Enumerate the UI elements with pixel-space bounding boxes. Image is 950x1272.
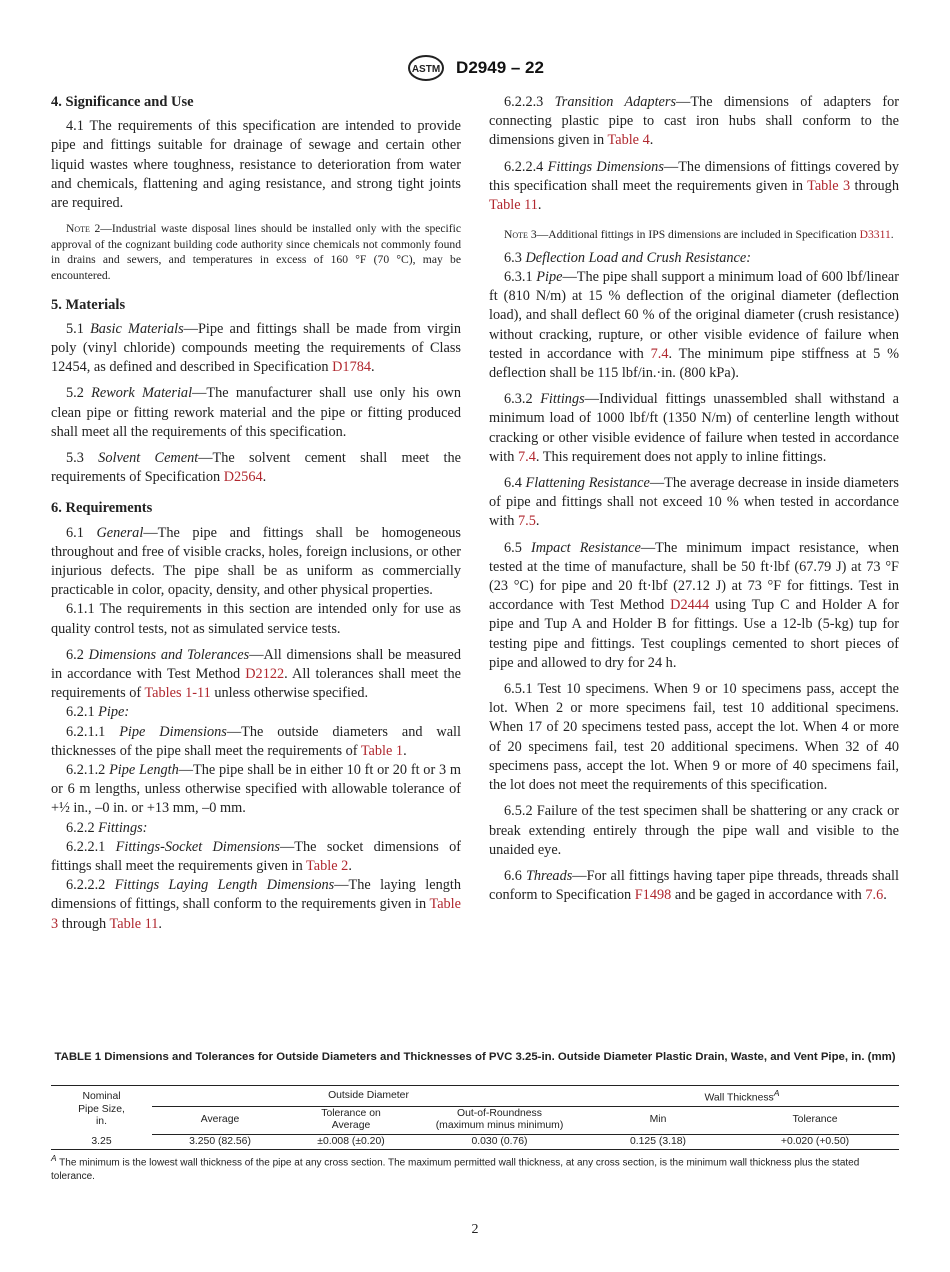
- table-header-nominal: Nominal Pipe Size, in.: [51, 1086, 152, 1135]
- link-table-3[interactable]: Table 3: [807, 177, 851, 194]
- link-7-6[interactable]: 7.6: [865, 887, 884, 904]
- table-1: [51, 1085, 899, 1150]
- link-7-4[interactable]: 7.4: [650, 345, 669, 362]
- para-6-2-1: 6.2.1 Pipe:: [66, 704, 130, 721]
- section-4-title: 4. Significance and Use: [51, 94, 194, 110]
- para-6-2-1-2: 6.2.1.2 Pipe Length—The pipe shall be in either 10 ft or 20 ft or 3 m or 6 m lengths, unless otherwise specified with allowable tolerance of +½ in., –0 in. or +13 mm, –0 mm.: [51, 762, 461, 817]
- document-designation: D2949 – 22: [456, 58, 544, 77]
- link-7-4[interactable]: 7.4: [518, 448, 536, 465]
- table-cell: 3.250 (82.56): [152, 1134, 288, 1150]
- para-6-3-2: 6.3.2 Fittings—Individual fittings unassembled shall withstand a minimum load of 1000 lbf/ft (1350 N/m) of centerline length without cracking or other visible evidence of failure when tested in accordance with 7.4. This requirement does not apply to inline fittings.: [489, 391, 899, 465]
- table-cell: 0.125 (3.18): [585, 1134, 731, 1150]
- link-table-2[interactable]: Table 2: [306, 858, 349, 875]
- link-tables-1-11[interactable]: Tables 1-11: [144, 685, 211, 702]
- para-6-1: 6.1 General—The pipe and fittings shall be homogeneous throughout and free of visible cracks, holes, foreign inclusions, or other injurious defects. The pipe shall be as uniform as commercially practicable in color, opacity, density, and other physical properties.: [51, 524, 461, 599]
- section-5-title: 5. Materials: [51, 296, 126, 313]
- link-table-4[interactable]: Table 4: [607, 132, 650, 149]
- astm-logo-icon: [406, 54, 446, 82]
- para-6-2: 6.2 Dimensions and Tolerances—All dimensions shall be measured in accordance with Test Method D2122. All tolerances shall meet the requirements of Tables 1-11 unless otherwise specified.: [51, 646, 462, 702]
- para-6-5: 6.5 Impact Resistance—The minimum impact resistance, when tested at the time of manufacture, shall be 50 ft·lbf (67.79 J) at 73 °F (23 °C) for pipe and 20 ft·lbf (27.12 J) at 73 °F for fittings. Test in accordance with Test Method D2444 using Tup C and Holder A for pipe and Tup A and Holder B for fittings. Use a 12-lb (5-kg) tup for testing pipe and fittings. Test couplings cemented to short pieces of pipe and allowed to dry for 24 h.: [489, 539, 900, 671]
- link-table-11[interactable]: Table 11: [109, 915, 159, 932]
- table-header-min: Min: [585, 1106, 731, 1134]
- para-6-2-2-2: 6.2.2.2 Fittings Laying Length Dimensions—The laying length dimensions of fittings, shall conform to the requirements given in Table 3 through Table 11.: [51, 877, 461, 932]
- link-table-11[interactable]: Table 11: [489, 197, 538, 214]
- para-4-1: 4.1 The requirements of this specification are intended to provide pipe and fittings suitable for drainage of sewage and certain other liquid wastes where toughness, resistance to deterioration from water and chemicals, flattening and aging resistance, and strong tight joints are required.: [51, 118, 461, 212]
- para-6-4: 6.4 Flattening Resistance—The average decrease in inside diameters of pipe and fittings shall not exceed 10 % when tested in accordance with 7.5.: [489, 475, 899, 530]
- link-table-1[interactable]: Table 1: [360, 742, 404, 759]
- svg-text:ASTM: ASTM: [411, 64, 441, 75]
- table-header-out-of-roundness: Out-of-Roundness (maximum minus minimum): [414, 1106, 585, 1134]
- page-number: 2: [471, 1222, 479, 1237]
- para-6-2-1-1: 6.2.1.1 Pipe Dimensions—The outside diameters and wall thicknesses of the pipe shall meet the requirements of Table 1.: [51, 723, 462, 759]
- table-header-tolerance: Tolerance: [731, 1106, 899, 1134]
- para-6-5-2: 6.5.2 Failure of the test specimen shall be shattering or any crack or break extending entirely through the pipe wall and visible to the unaided eye.: [489, 803, 899, 858]
- table-header-average: Average: [152, 1106, 288, 1134]
- link-d3311[interactable]: D3311: [859, 228, 891, 242]
- page-header: [0, 54, 950, 82]
- table-header-wall-thickness: Wall Thickness$^A$: [585, 1086, 899, 1107]
- table-cell: ±0.008 (±0.20): [288, 1134, 414, 1150]
- table-row: [51, 1134, 899, 1150]
- para-6-6: 6.6 Threads—For all fittings having taper pipe threads, threads shall conform to Specification F1498 and be gaged in accordance with 7.6.: [489, 867, 899, 904]
- table-cell: 0.030 (0.76): [414, 1134, 585, 1150]
- section-6-title: 6. Requirements: [51, 500, 153, 517]
- para-6-2-2-4: 6.2.2.4 Fittings Dimensions—The dimensions of fittings covered by this specification shall meet the requirements given in Table 3 through Table 11.: [489, 158, 899, 214]
- link-d1784[interactable]: D1784: [332, 359, 372, 376]
- para-6-2-2: 6.2.2 Fittings:: [66, 819, 148, 836]
- link-7-5[interactable]: 7.5: [518, 513, 536, 530]
- note-2: Note 2—Industrial waste disposal lines should be installed only with the specific approval of the cognizant building code authority since chemicals not commonly found in drains and sewers, and temperatures in excess of 160 °F (70 °C), may be encountered.: [51, 222, 461, 282]
- para-6-3: 6.3 Deflection Load and Crush Resistance:: [504, 249, 751, 266]
- para-5-1: 5.1 Basic Materials—Pipe and fittings shall be made from virgin poly (vinyl chloride) compounds meeting the requirements of Class 12454, as defined and described in Specification D1784.: [51, 320, 462, 376]
- note-3: Note 3—Additional fittings in IPS dimensions are included in Specification D3311.: [504, 228, 894, 242]
- link-f1498[interactable]: F1498: [634, 887, 672, 904]
- para-6-1-1: 6.1.1 The requirements in this section are intended only for use as quality control tests, not as simulated service tests.: [51, 601, 461, 637]
- link-d2122[interactable]: D2122: [245, 666, 285, 683]
- para-5-2: 5.2 Rework Material—The manufacturer shall use only his own clean pipe or fitting rework material and the pipe or fitting produced shall meet all the requirements of this specification.: [51, 385, 461, 440]
- table-header-tolerance-on-average: Tolerance on Average: [288, 1106, 414, 1134]
- right-column: [489, 93, 899, 905]
- table-cell: +0.020 (+0.50): [731, 1134, 899, 1150]
- link-table-3[interactable]: Table 3: [51, 896, 461, 932]
- table-header-outside-diameter: Outside Diameter: [152, 1086, 585, 1107]
- table-1-title: TABLE 1 Dimensions and Tolerances for Outside Diameters and Thicknesses of PVC 3.25-in. Outside Diameter Plastic Drain, Waste, and Vent Pipe, in. (mm): [54, 1051, 896, 1063]
- para-6-5-1: 6.5.1 Test 10 specimens. When 9 or 10 specimens pass, accept the lot. When 2 or more specimens fail, test 10 additional specimens. When 17 of 20 specimens tested pass, accept the lot. When 4 or more of 20 specimens fail, test 20 additional specimens. When 32 of 40 specimens pass, accept the lot. When 9 or more of 40 specimens fail, the lot does not meet the requirements of this specification.: [489, 681, 899, 794]
- table-cell: 3.25: [51, 1134, 152, 1150]
- left-column: [51, 93, 461, 934]
- table-1-footnote: $^A$ The minimum is the lowest wall thickness of the pipe at any cross section. The maximum permitted wall thickness, at any cross section, is the minimum wall thickness plus the stated tolerance.: [51, 1153, 860, 1182]
- para-5-3: 5.3 Solvent Cement—The solvent cement shall meet the requirements of Specification D2564.: [51, 450, 462, 486]
- link-d2564[interactable]: D2564: [223, 469, 263, 486]
- para-6-2-2-3: 6.2.2.3 Transition Adapters—The dimensions of adapters for connecting plastic pipe to cast iron hubs shall conform to the dimensions given in Table 4.: [489, 94, 899, 149]
- para-6-2-2-1: 6.2.2.1 Fittings-Socket Dimensions—The socket dimensions of fittings shall meet the requirements given in Table 2.: [51, 838, 462, 875]
- link-d2444[interactable]: D2444: [670, 597, 710, 614]
- para-6-3-1: 6.3.1 Pipe—The pipe shall support a minimum load of 600 lbf/linear ft (810 N/m) at 15 % deflection of the original diameter (deflection load), and shall deflect 60 % of the original diameter (crush resistance) without cracking, rupture, or other visible evidence of failure when tested in accordance with 7.4. The minimum pipe stiffness at 5 % deflection shall be 115 lbf/in.·in. (800 kPa).: [489, 269, 899, 382]
